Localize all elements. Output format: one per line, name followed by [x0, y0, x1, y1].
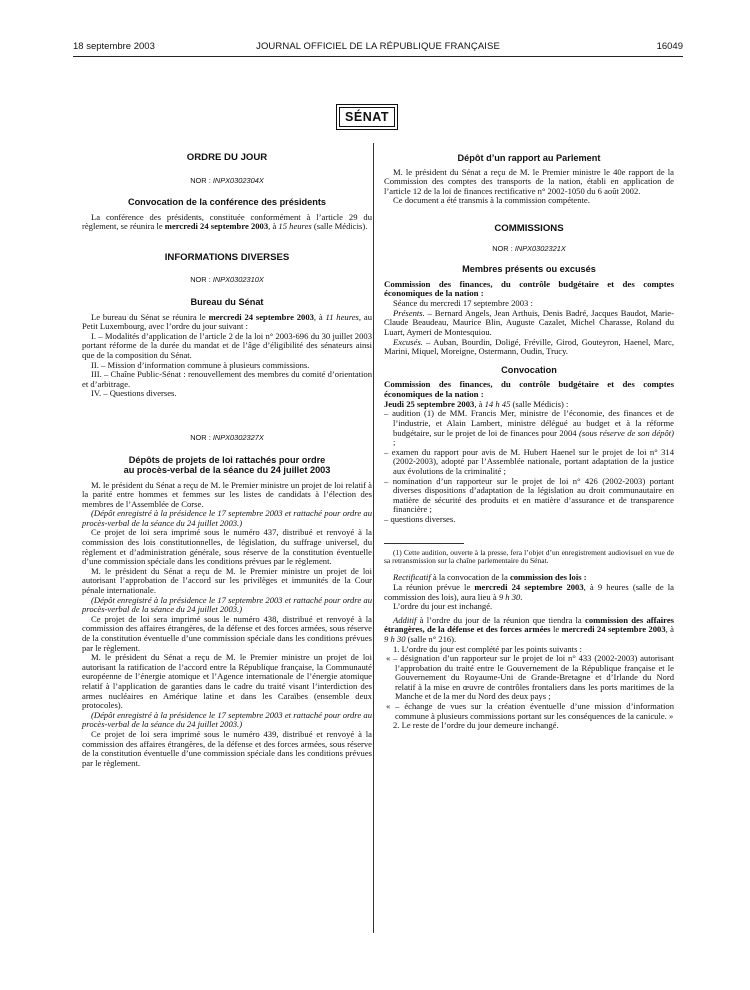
- header-rule: [73, 56, 683, 57]
- agenda-item-3: – nomination d’un rapporteur sur le projet de loi n° 426 (2002-2003) portant diverses dispositions d’adaptation de la législation au droit communautaire en matière de sécurité des produits et en matière d’assurance et de transparence financière ;: [384, 475, 674, 515]
- commission-finances-heading: Commission des finances, du contrôle budgétaire et des comptes économiques de la nation :: [384, 278, 674, 299]
- depot-3-note: (Dépôt enregistré à la présidence le 17 septembre 2003 et rattaché pour ordre au procès-verbal de la séance du 24 juillet 2003.): [82, 709, 372, 730]
- nor-reference: NOR : INPX0302321X: [492, 244, 566, 254]
- section-title-box: [336, 104, 398, 130]
- depots-heading-line-2: au procès-verbal de la séance du 24 juillet 2003: [123, 465, 331, 475]
- left-column: [82, 153, 372, 768]
- bureau-item-4: IV. – Questions diverses.: [91, 388, 177, 399]
- bureau-item-2: II. – Mission d’information commune à plusieurs commissions.: [91, 359, 310, 370]
- rectificatif-paragraph: La réunion prévue le mercredi 24 septembre 2003, à 9 heures (salle de la commission des lois), aura lieu à 9 h 30.: [384, 581, 674, 602]
- convocation-conference-heading: Convocation de la conférence des présidents: [127, 197, 327, 208]
- right-column: [384, 153, 674, 731]
- bureau-item-3: III. – Chaîne Public-Sénat : renouvellement des membres du comité d’orientation et d’arbitrage.: [82, 369, 372, 389]
- additif-point-2: 2. Le reste de l’ordre du jour demeure inchangé.: [393, 720, 559, 731]
- depot-1-paragraph: M. le président du Sénat a reçu de M. le Premier ministre un projet de loi relatif à la parité entre hommes et femmes sur les listes de candidats à l’élection des membres de l’Assemblée de Corse.: [82, 479, 372, 509]
- jeudi-line: Jeudi 25 septembre 2003, à 14 h 45 (salle Médicis) :: [384, 398, 569, 409]
- commission-finances-heading-2: Commission des finances, du contrôle budgétaire et des comptes économiques de la nation :: [384, 379, 674, 400]
- header-page-number: 16049: [656, 41, 683, 52]
- ordre-du-jour-heading: ORDRE DU JOUR: [186, 152, 268, 163]
- presents-paragraph: Présents. – Bernard Angels, Jean Arthuis, Denis Badré, Jacques Baudot, Marie-Claude Beaudeau, Maurice Blin, Auguste Cazalet, Michel Charasse, Roland du Luart, Aymeri de Montesquiou.: [384, 307, 674, 337]
- bureau-heading: Bureau du Sénat: [190, 297, 264, 308]
- membres-heading: Membres présents ou excusés: [462, 264, 596, 275]
- page-header: [73, 41, 683, 55]
- agenda-item-1: – audition (1) de MM. Francis Mer, ministre de l’économie, des finances et de l’industrie, et Alain Lambert, ministre délégué au budget et à la réforme budgétaire, sur le projet de loi de finances pour 2004 (sous réserve de son dépôt) ;: [384, 408, 674, 448]
- informations-diverses-heading: INFORMATIONS DIVERSES: [164, 251, 290, 263]
- rapport-transmission: Ce document a été transmis à la commission compétente.: [393, 195, 590, 206]
- depot-3-paragraph: M. le président du Sénat a reçu de M. le Premier ministre un projet de loi autorisant la ratification de l’accord entre la République française, la Communauté européenne de l’énergie atomique et l’Agence internationale de l’énergie atomique relatif à l’application de garanties dans le cadre du traité visant l’interdiction des armes nucléaires en Amérique latine et dans les Caraïbes (ensemble deux protocoles).: [82, 652, 372, 711]
- column-divider: [373, 143, 374, 933]
- seance-line: Séance du mercredi 17 septembre 2003 :: [393, 298, 533, 309]
- bureau-paragraph: Le bureau du Sénat se réunira le mercredi 24 septembre 2003, à 11 heures, au Petit Luxembourg, avec l’ordre du jour suivant :: [82, 311, 372, 332]
- header-journal-title: JOURNAL OFFICIEL DE LA RÉPUBLIQUE FRANÇAISE: [256, 41, 500, 52]
- additif-quote-1: « – désignation d’un rapporteur sur le projet de loi n° 433 (2002-2003) autorisant l’approbation du traité entre le Gouvernement de la République française et le Gouvernement du Royaume-Uni de Grande-Bretagne et d’Irlande du Nord relatif à la mise en œuvre de contrôles frontaliers dans les ports maritimes de la Manche et de la mer du Nord des deux pays ;: [386, 653, 674, 702]
- depot-1-distribution: Ce projet de loi sera imprimé sous le numéro 437, distribué et renvoyé à la commission des lois constitutionnelles, de législation, du suffrage universel, du règlement et d’administration générale, sous réserve de la constitution éventuelle d’une commission spéciale dans les conditions prévues par le règlement.: [82, 527, 372, 567]
- nor-reference: NOR : INPX0302327X: [190, 432, 264, 442]
- agenda-item-4: – questions diverses.: [384, 513, 456, 524]
- depot-3-distribution: Ce projet de loi sera imprimé sous le numéro 439, distribué et renvoyé à la commission des affaires étrangères, de la défense et des forces armées, sous réserve de la constitution éventuelle d’une commission spéciale dans les conditions prévues par le règlement.: [82, 728, 372, 768]
- convocation-paragraph: La conférence des présidents, constituée conformément à l’article 29 du règlement, se réunira le mercredi 24 septembre 2003, à 15 heures (salle Médicis).: [82, 211, 372, 232]
- depot-2-note: (Dépôt enregistré à la présidence le 17 septembre 2003 et rattaché pour ordre au procès-verbal de la séance du 24 juillet 2003.): [82, 594, 372, 615]
- rapport-heading: Dépôt d’un rapport au Parlement: [457, 153, 601, 163]
- additif-paragraph: Additif à l’ordre du jour de la réunion que tiendra la commission des affaires étrangères, de la défense et des forces armées le mercredi 24 septembre 2003, à 9 h 30 (salle n° 216).: [384, 614, 674, 644]
- rectificatif-unchanged: L’ordre du jour est inchangé.: [393, 601, 493, 612]
- depot-1-note: (Dépôt enregistré à la présidence le 17 septembre 2003 et rattaché pour ordre au procès-verbal de la séance du 24 juillet 2003.): [82, 508, 372, 528]
- commissions-heading: COMMISSIONS: [494, 222, 564, 234]
- section-title: SÉNAT: [339, 107, 395, 127]
- bureau-item-1: I. – Modalités d’application de l’article 2 de la loi n° 2003-696 du 30 juillet 2003 portant réforme de la durée du mandat et de l’âge d’éligibilité des sénateurs ainsi que de la composition du Sénat.: [82, 330, 372, 360]
- convocation-heading: Convocation: [501, 364, 557, 375]
- nor-reference: NOR : INPX0302310X: [190, 275, 264, 285]
- rectificatif-line: Rectificatif à la convocation de la commission des lois :: [393, 572, 587, 583]
- agenda-item-2: – examen du rapport pour avis de M. Hubert Haenel sur le projet de loi n° 314 (2002-2003), adopté par l’Assemblée nationale, portant adaptation de la justice aux évolutions de la criminalité ;: [384, 446, 674, 476]
- footnote-rule: [384, 543, 464, 544]
- footnote: (1) Cette audition, ouverte à la presse, fera l’objet d’un enregistrement audiovisuel en vue de sa retransmission sur la chaîne parlementaire du Sénat.: [384, 547, 674, 565]
- nor-reference: NOR : INPX0302304X: [190, 175, 264, 185]
- depots-heading-line-1: Dépôts de projets de loi rattachés pour ordre: [128, 454, 326, 465]
- additif-point-1: 1. L’ordre du jour est complété par les points suivants :: [393, 643, 582, 654]
- additif-quote-2: « – échange de vues sur la création éventuelle d’une mission d’information commune à plusieurs commissions portant sur les conséquences de la canicule. »: [386, 701, 674, 721]
- rapport-paragraph: M. le président du Sénat a reçu de M. le Premier ministre le 40e rapport de la Commission des comptes des transports de la nation, établi en application de l’article 12 de la loi de finances rectificative n° 2002-1050 du 6 août 2002.: [384, 166, 674, 196]
- depot-2-distribution: Ce projet de loi sera imprimé sous le numéro 438, distribué et renvoyé à la commission des affaires étrangères, de la défense et des forces armées, sous réserve de la constitution éventuelle d’une commission spéciale dans les conditions prévues par le règlement.: [82, 613, 372, 653]
- excuses-paragraph: Excusés. – Auban, Bourdin, Doligé, Fréville, Girod, Gouteyron, Haenel, Marc, Marini, Miquel, Moreigne, Ostermann, Oudin, Trucy.: [384, 336, 674, 357]
- header-date: 18 septembre 2003: [73, 41, 155, 52]
- depot-2-paragraph: M. le président du Sénat a reçu de M. le Premier ministre un projet de loi autorisant l’approbation de l’accord sur les privilèges et immunités de la Cour pénale internationale.: [82, 565, 372, 596]
